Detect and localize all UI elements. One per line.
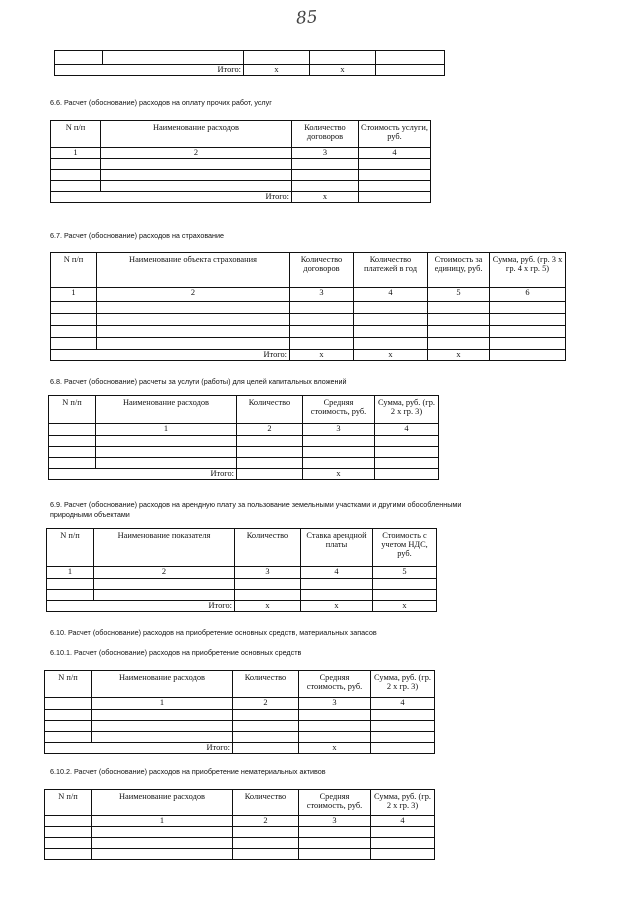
header-cell: N п/п xyxy=(45,671,92,698)
header-cell: Средняя стоимость, руб. xyxy=(299,790,371,816)
column-number: 4 xyxy=(301,567,373,579)
total-label: Итого: xyxy=(55,65,244,76)
section-6-10-caption: 6.10. Расчет (обоснование) расходов на приобретение основных средств, материальных запасов xyxy=(50,628,377,637)
column-number: 5 xyxy=(428,288,490,302)
header-cell: Средняя стоимость, руб. xyxy=(303,396,375,424)
section-6-10-1-caption: 6.10.1. Расчет (обоснование) расходов на приобретение основных средств xyxy=(50,648,302,657)
header-cell: N п/п xyxy=(47,529,94,567)
header-cell: Сумма, руб. (гр. 3 x гр. 4 x гр. 5) xyxy=(490,253,566,288)
total-label: Итого: xyxy=(51,192,292,203)
total-cell xyxy=(359,192,431,203)
total-cell: x xyxy=(303,469,375,480)
total-label: Итого: xyxy=(47,601,235,612)
header-cell: Наименование расходов xyxy=(101,121,292,148)
column-number: 2 xyxy=(101,148,292,159)
total-cell xyxy=(490,350,566,361)
top-table xyxy=(54,50,445,76)
section-6-8-table xyxy=(48,395,439,480)
total-cell: x xyxy=(299,743,371,754)
header-cell: Наименование расходов xyxy=(92,790,233,816)
total-cell: x xyxy=(292,192,359,203)
header-cell: Сумма, руб. (гр. 2 x гр. 3) xyxy=(371,790,435,816)
page-number: 85 xyxy=(295,7,319,29)
column-number: 4 xyxy=(359,148,431,159)
total-cell: x xyxy=(354,350,428,361)
section-6-8-caption: 6.8. Расчет (обоснование) расчеты за услуги (работы) для целей капитальных вложений xyxy=(50,377,347,386)
column-number: 4 xyxy=(375,424,439,436)
total-cell: x xyxy=(428,350,490,361)
header-cell: N п/п xyxy=(51,121,101,148)
total-cell: x xyxy=(373,601,437,612)
column-number: 4 xyxy=(371,698,435,710)
column-number: 2 xyxy=(233,698,299,710)
section-6-10-2-caption: 6.10.2. Расчет (обоснование) расходов на приобретение нематериальных активов xyxy=(50,767,326,776)
column-number: 2 xyxy=(97,288,290,302)
header-cell: Количество xyxy=(233,671,299,698)
header-cell: N п/п xyxy=(45,790,92,816)
header-cell: Количество платежей в год xyxy=(354,253,428,288)
section-6-7-table xyxy=(50,252,566,361)
total-cell xyxy=(233,743,299,754)
header-cell: Количество xyxy=(233,790,299,816)
section-6-6-caption: 6.6. Расчет (обоснование) расходов на оплату прочих работ, услуг xyxy=(50,98,272,107)
section-6-9-caption: 6.9. Расчет (обоснование) расходов на арендную плату за пользование земельными участками и другими обособленными xyxy=(50,500,462,509)
header-cell: Сумма, руб. (гр. 2 x гр. 3) xyxy=(375,396,439,424)
column-number: 1 xyxy=(51,148,101,159)
header-cell: Ставка арендной платы xyxy=(301,529,373,567)
column-number: 1 xyxy=(51,288,97,302)
total-label: Итого: xyxy=(51,350,290,361)
total-cell xyxy=(237,469,303,480)
section-6-10-1-table xyxy=(44,670,435,754)
section-6-10-2-table xyxy=(44,789,435,860)
column-number: 6 xyxy=(490,288,566,302)
total-cell xyxy=(376,65,445,76)
column-number: 2 xyxy=(237,424,303,436)
header-cell: Стоимость услуги, руб. xyxy=(359,121,431,148)
column-number: 2 xyxy=(94,567,235,579)
header-cell: Наименование объекта страхования xyxy=(97,253,290,288)
section-6-6-table xyxy=(50,120,431,203)
column-number: 1 xyxy=(47,567,94,579)
total-cell xyxy=(371,743,435,754)
column-number: 1 xyxy=(92,698,233,710)
header-cell: Сумма, руб. (гр. 2 x гр. 3) xyxy=(371,671,435,698)
section-6-9-caption-cont: природными объектами xyxy=(50,510,130,519)
header-cell: Количество xyxy=(235,529,301,567)
total-cell: x xyxy=(301,601,373,612)
column-number: 3 xyxy=(235,567,301,579)
column-number: 3 xyxy=(299,698,371,710)
total-cell xyxy=(375,469,439,480)
header-cell: Количество договоров xyxy=(290,253,354,288)
column-number: 3 xyxy=(299,816,371,827)
total-cell: x xyxy=(310,65,376,76)
total-label: Итого: xyxy=(49,469,237,480)
header-cell: Наименование расходов xyxy=(92,671,233,698)
header-cell: Наименование показателя xyxy=(94,529,235,567)
total-label: Итого: xyxy=(45,743,233,754)
header-cell: Стоимость за единицу, руб. xyxy=(428,253,490,288)
header-cell: Стоимость с учетом НДС, руб. xyxy=(373,529,437,567)
column-number: 1 xyxy=(96,424,237,436)
header-cell: Количество xyxy=(237,396,303,424)
column-number: 2 xyxy=(233,816,299,827)
column-number xyxy=(49,424,96,436)
header-cell: Количество договоров xyxy=(292,121,359,148)
column-number: 3 xyxy=(290,288,354,302)
column-number: 1 xyxy=(92,816,233,827)
total-cell: x xyxy=(235,601,301,612)
column-number: 4 xyxy=(371,816,435,827)
column-number xyxy=(45,816,92,827)
column-number: 3 xyxy=(292,148,359,159)
column-number xyxy=(45,698,92,710)
section-6-9-table xyxy=(46,528,437,612)
column-number: 5 xyxy=(373,567,437,579)
total-cell: x xyxy=(290,350,354,361)
header-cell: N п/п xyxy=(51,253,97,288)
header-cell: N п/п xyxy=(49,396,96,424)
column-number: 3 xyxy=(303,424,375,436)
total-cell: x xyxy=(244,65,310,76)
column-number: 4 xyxy=(354,288,428,302)
header-cell: Наименование расходов xyxy=(96,396,237,424)
section-6-7-caption: 6.7. Расчет (обоснование) расходов на страхование xyxy=(50,231,225,240)
header-cell: Средняя стоимость, руб. xyxy=(299,671,371,698)
